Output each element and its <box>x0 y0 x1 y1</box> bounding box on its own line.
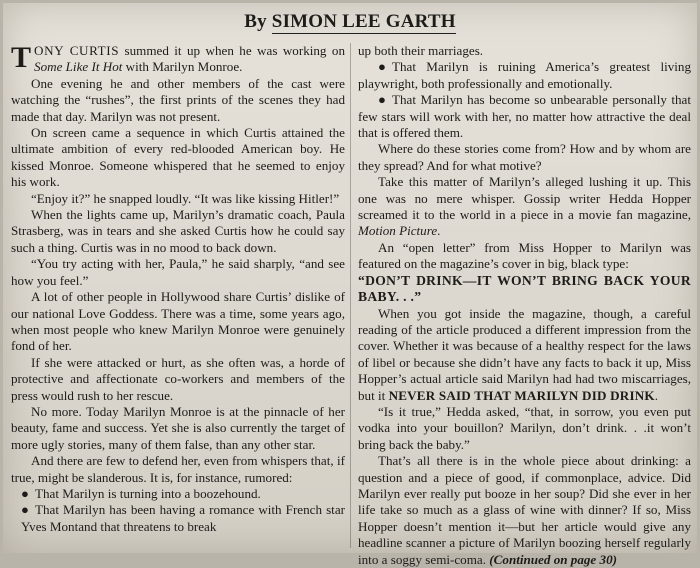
byline-author: SIMON LEE GARTH <box>271 11 456 32</box>
byline-prefix: By <box>244 11 267 32</box>
paragraph: On screen came a sequence in which Curtis attained the ultimate ambition of every red-blooded American boy. He kissed Monroe. Someone whispered that he seemed to enjoy his work. <box>11 125 345 190</box>
bullet-text: That Marilyn is ruining America’s greatest living playwright, both professionally and emotionally. <box>358 59 691 91</box>
paragraph: “You try acting with her, Paula,” he said sharply, “and see how you feel.” <box>11 256 345 288</box>
magazine-title: Motion Picture <box>358 223 438 239</box>
paragraph-text: with Marilyn Monroe. <box>122 59 243 75</box>
paragraph: A lot of other people in Hollywood share Curtis’ dislike of our national Love Goddess. There was a time, some years ago, when most people who knew Marilyn Monroe were genuinely fond of her. <box>11 289 345 354</box>
paragraph <box>358 174 691 240</box>
newspaper-clipping <box>3 3 697 567</box>
paragraph: One evening he and other members of the cast were watching the “rushes”, the first prints of the scenes they had made that day. Marilyn was not present. <box>11 75 345 124</box>
paragraph: “Enjoy it?” he snapped loudly. “It was like kissing Hitler!” <box>31 190 340 206</box>
paragraph: If she were attacked or hurt, as she often was, a horde of protective and affectionate co-workers and members of the press would rush to her rescue. <box>11 354 345 403</box>
paragraph: When the lights came up, Marilyn’s dramatic coach, Paula Strasberg, was in tears and she asked Curtis how he could say such a thing. Curtis was in no mood to back down. <box>11 207 345 255</box>
bullet-icon: ● <box>378 59 386 75</box>
paragraph <box>358 453 691 568</box>
paragraph <box>358 306 691 404</box>
paragraph: up both their marriages. <box>358 43 484 58</box>
bullet-item <box>11 502 345 535</box>
left-column <box>11 43 345 535</box>
paragraph: No more. Today Marilyn Monroe is at the pinnacle of her beauty, fame and success. Yet she is also currently the target of more ugly stories, many of them false, than any other star. <box>11 403 345 452</box>
bullet-item <box>358 92 691 141</box>
byline <box>3 11 697 33</box>
paragraph-text: . <box>437 223 441 239</box>
bullet-text: That Marilyn is turning into a boozehound. <box>35 485 261 501</box>
paragraph: Where do these stories come from? How and by whom are they spread? And for what motive? <box>358 141 691 173</box>
paragraph-text: summed it up when he was working on <box>119 43 345 58</box>
paragraph-text: . <box>654 387 659 403</box>
paragraph-text: Take this matter of Marilyn’s alleged lushing it up. This one was no mere whisper. Gossip writer Hedda Hopper screamed it to the world in a piece in a movie fan magazine, <box>358 174 691 223</box>
continued-notice: (Continued on page 30) <box>489 551 617 567</box>
film-title: Some Like It Hot <box>34 59 123 75</box>
paragraph-text: That’s all there is in the whole piece about drinking: a question and a piece of good, if commonplace, advice. Did Marilyn ever really put booze in her soup? Did she ever in her life take so much as a glass of wine with dinner? If so, Miss Hopper doesn’t mention it—but her article would give any headline scanner a picture of Marilyn boozing herself regularly into a soggy semi-coma. <box>358 453 691 567</box>
paragraph: “Is it true,” Hedda asked, “that, in sorrow, you even put vodka into your bouillon? Marilyn, don’t drink. . .it won’t bring back the baby.” <box>358 403 691 452</box>
bullet-item <box>358 59 691 92</box>
paragraph: An “open letter” from Miss Hopper to Marilyn was featured on the magazine’s cover in big, black type: <box>358 239 691 272</box>
bullet-icon: ● <box>378 92 386 108</box>
headline-quote: “DON’T DRINK—IT WON’T BRING BACK YOUR BABY. . .” <box>358 272 691 305</box>
bullet-item <box>11 486 345 502</box>
bullet-icon: ● <box>21 502 29 518</box>
lead-words: ONY CURTIS <box>34 43 120 58</box>
paragraph: And there are few to defend her, even from whispers that, if true, might be slanderous. It is, for instance, rumored: <box>11 453 345 485</box>
right-column <box>358 43 691 568</box>
emphasis-caps: NEVER SAID THAT MARILYN DID DRINK <box>388 387 655 403</box>
bullet-text: That Marilyn has become so unbearable personally that few stars will work with her, no matter how attractive the deal that is offered them. <box>358 92 691 141</box>
column-divider <box>350 43 351 548</box>
drop-cap: T <box>11 41 32 74</box>
bullet-icon: ● <box>21 485 29 501</box>
paragraph <box>11 43 345 76</box>
paragraph-text: When you got inside the magazine, though, a careful reading of the article produced a different impression from the cover. Whether it was because of a healthy respect for the laws of libel or because she didn’t have any facts to back it up, Miss Hopper’s actual article said Marilyn had had two miscarriages, but it <box>358 305 691 403</box>
bullet-text: That Marilyn has been having a romance with French star Yves Montand that threatens to break <box>21 502 345 534</box>
